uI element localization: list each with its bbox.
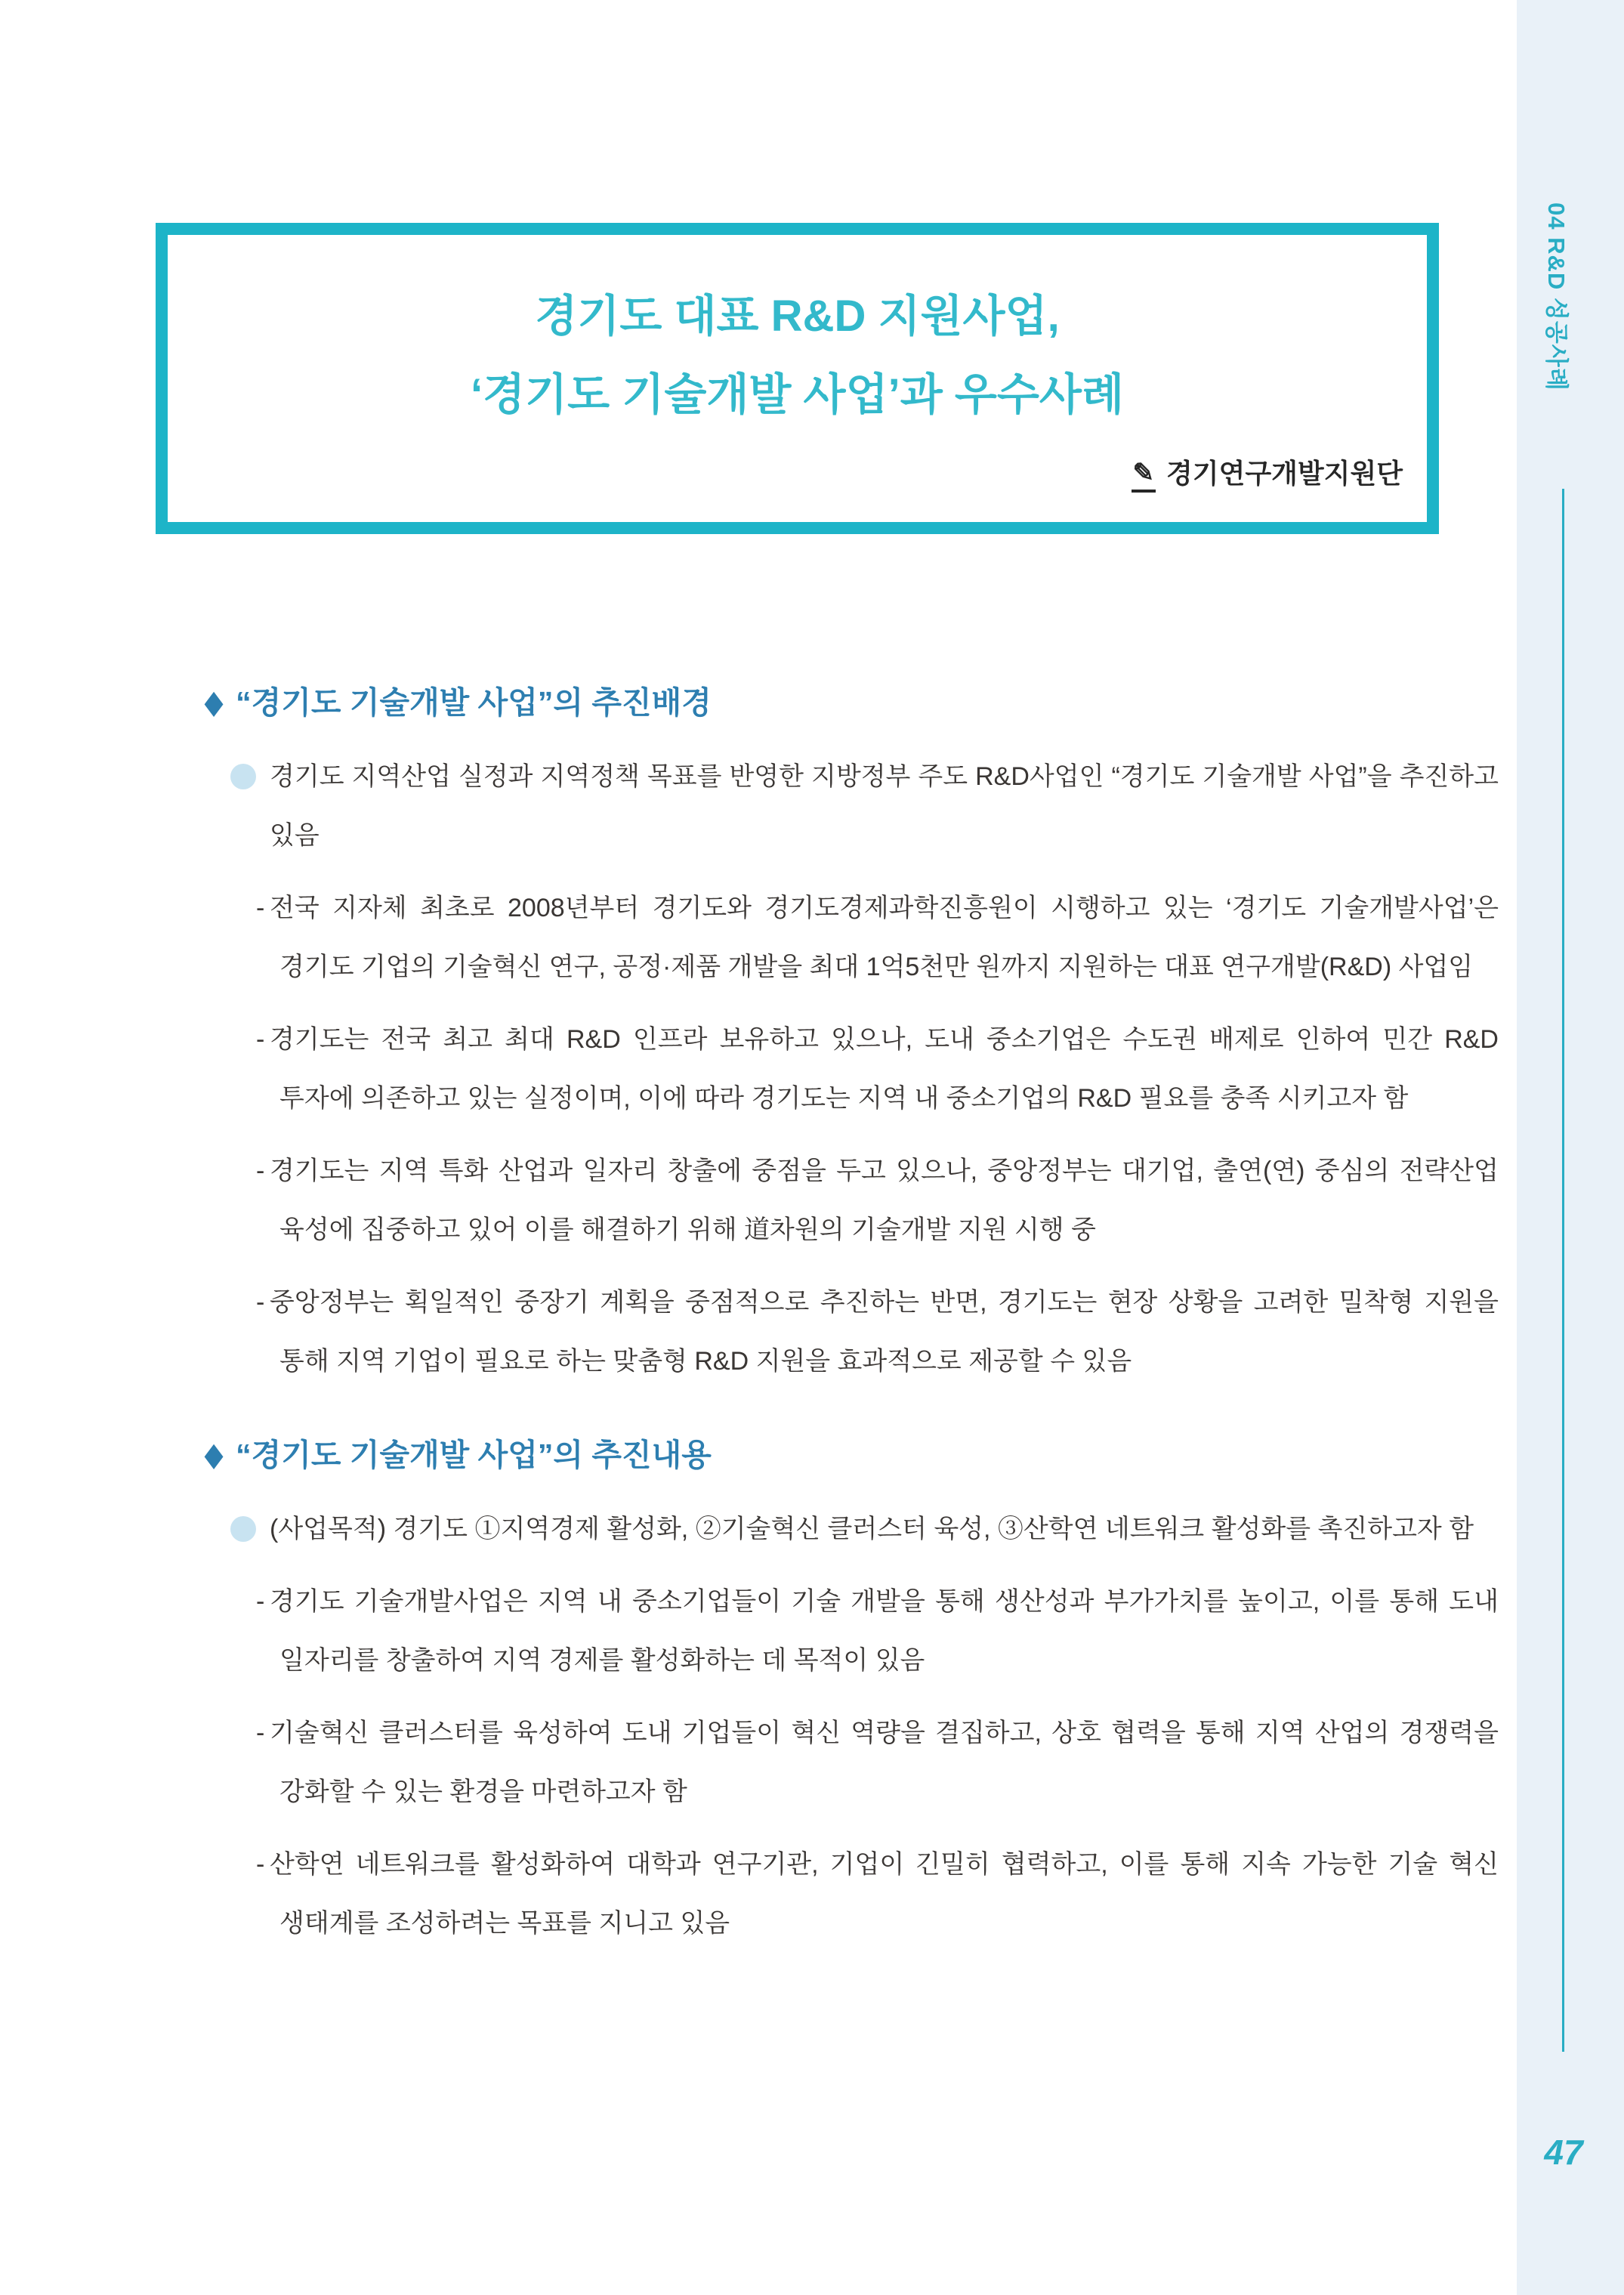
body-paragraph [204,1010,1499,1128]
pencil-icon: ✎ [1132,458,1156,493]
circle-bullet-icon [230,764,256,789]
paragraph-text: 중앙정부는 획일적인 중장기 계획을 중점적으로 추진하는 반면, 경기도는 현장 상황을 고려한 밀착형 지원을 통해 지역 기업이 필요로 하는 맞춤형 R&D 지원을 효과적으로 제공할 수 있음 [270,1288,1499,1376]
body-paragraph [204,879,1499,996]
dash-marker: - [256,1850,265,1879]
diamond-icon: ◆ [205,1438,223,1472]
byline-text: 경기연구개발지원단 [1166,458,1403,489]
paragraph-text: 기술혁신 클러스터를 육성하여 도내 기업들이 혁신 역량을 결집하고, 상호 협력을 통해 지역 산업의 경쟁력을 강화할 수 있는 환경을 마련하고자 함 [270,1719,1499,1806]
paragraph-text: 경기도는 전국 최고 최대 R&D 인프라 보유하고 있으나, 도내 중소기업은 수도권 배제로 인하여 민간 R&D 투자에 의존하고 있는 실정이며, 이에 따라 경기도는 지역 내 중소기업의 R&D 필요를 충족 시키고자 함 [270,1025,1499,1113]
byline [168,453,1403,494]
dash-marker: - [256,1025,265,1054]
page-title-line-1: 경기도 대표 R&D 지원사업, [535,292,1060,341]
title-box [156,223,1439,534]
body-paragraph [204,1273,1499,1391]
section-heading-text: “경기도 기술개발 사업”의 추진배경 [236,685,712,720]
dash-marker: - [256,1288,265,1317]
section-heading-text: “경기도 기술개발 사업”의 추진내용 [236,1438,712,1472]
paragraph-text: 산학연 네트워크를 활성화하여 대학과 연구기관, 기업이 긴밀히 협력하고, 이를 통해 지속 가능한 기술 혁신 생태계를 조성하려는 목표를 지니고 있음 [270,1850,1499,1938]
paragraph-text: 전국 지자체 최초로 2008년부터 경기도와 경기도경제과학진흥원이 시행하고 있는 ‘경기도 기술개발사업’은 경기도 기업의 기술혁신 연구, 공정·제품 개발을 최대 1억5천만 원까지 지원하는 대표 연구개발(R&D) 사업임 [270,894,1499,981]
page-number: 47 [1544,2133,1583,2172]
section-2 [204,1436,1499,1953]
dash-marker: - [256,894,265,922]
circle-bullet-icon [230,1516,256,1542]
section-heading [204,1436,1499,1474]
paragraph-text: 경기도 기술개발사업은 지역 내 중소기업들이 기술 개발을 통해 생산성과 부가가치를 높이고, 이를 통해 도내 일자리를 창출하여 지역 경제를 활성화하는 데 목적이 있음 [270,1587,1499,1675]
body-paragraph [204,747,1499,865]
page-title-line-2: ‘경기도 기술개발 사업’과 우수사례 [471,370,1124,419]
section-heading [204,684,1499,721]
body-paragraph [204,1141,1499,1259]
dash-marker: - [256,1157,265,1185]
dash-marker: - [256,1719,265,1747]
paragraph-text: (사업목적) 경기도 ①지역경제 활성화, ②기술혁신 클러스터 육성, ③산학연 네트워크 활성화를 촉진하고자 함 [270,1515,1474,1543]
body-paragraph [204,1572,1499,1690]
paragraph-text: 경기도는 지역 특화 산업과 일자리 창출에 중점을 두고 있으나, 중앙정부는 대기업, 출연(연) 중심의 전략산업 육성에 집중하고 있어 이를 해결하기 위해 道차원의 기술개발 지원 시행 중 [270,1157,1499,1244]
content-area [204,684,1499,1966]
section-1 [204,684,1499,1391]
body-paragraph [204,1500,1499,1558]
chapter-tab-label: 04 R&D 성공사례 [1543,202,1570,391]
side-vertical-rule [1562,489,1564,2052]
paragraph-text: 경기도 지역산업 실정과 지역정책 목표를 반영한 지방정부 주도 R&D사업인 “경기도 기술개발 사업”을 추진하고 있음 [270,762,1499,850]
body-paragraph [204,1703,1499,1821]
body-paragraph [204,1835,1499,1953]
dash-marker: - [256,1587,265,1616]
diamond-icon: ◆ [205,685,223,720]
